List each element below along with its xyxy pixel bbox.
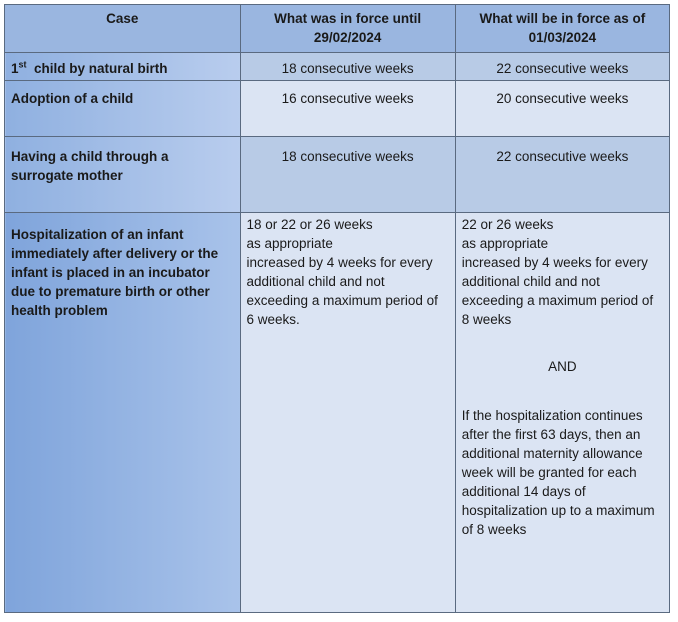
maternity-leave-table [4, 4, 670, 613]
header-case: Case [5, 5, 241, 53]
until-adoption: 16 consecutive weeks [240, 81, 455, 137]
table-row [5, 53, 670, 81]
case-hospitalization: Hospitalization of an infant immediately after delivery or the infant is placed in an incubator due to premature birth or other health problem [5, 213, 241, 613]
case-surrogate: Having a child through a surrogate mother [5, 137, 241, 213]
until-hospitalization: 18 or 22 or 26 weeks as appropriate increased by 4 weeks for every additional child and not exceeding a maximum period of 6 weeks. [240, 213, 455, 613]
header-until: What was in force until 29/02/2024 [240, 5, 455, 53]
case-adoption: Adoption of a child [5, 81, 241, 137]
header-row [5, 5, 670, 53]
from-surrogate: 22 consecutive weeks [455, 137, 669, 213]
header-from: What will be in force as of 01/03/2024 [455, 5, 669, 53]
table-row [5, 81, 670, 137]
until-surrogate: 18 consecutive weeks [240, 137, 455, 213]
and-label: AND [548, 359, 577, 374]
from-natural-birth: 22 consecutive weeks [455, 53, 669, 81]
case-natural-birth: 1st child by natural birth [5, 53, 241, 81]
table-row [5, 213, 670, 613]
from-hospitalization: 22 or 26 weeks as appropriate increased by 4 weeks for every additional child and not exceeding a maximum period of 8 weeks AND If the hospitalization continues after the first 63 days, then an additional maternity allowance week will be granted for each additional 14 days of hospitalization up to a maximum of 8 weeks [455, 213, 669, 613]
until-natural-birth: 18 consecutive weeks [240, 53, 455, 81]
from-adoption: 20 consecutive weeks [455, 81, 669, 137]
table-row [5, 137, 670, 213]
